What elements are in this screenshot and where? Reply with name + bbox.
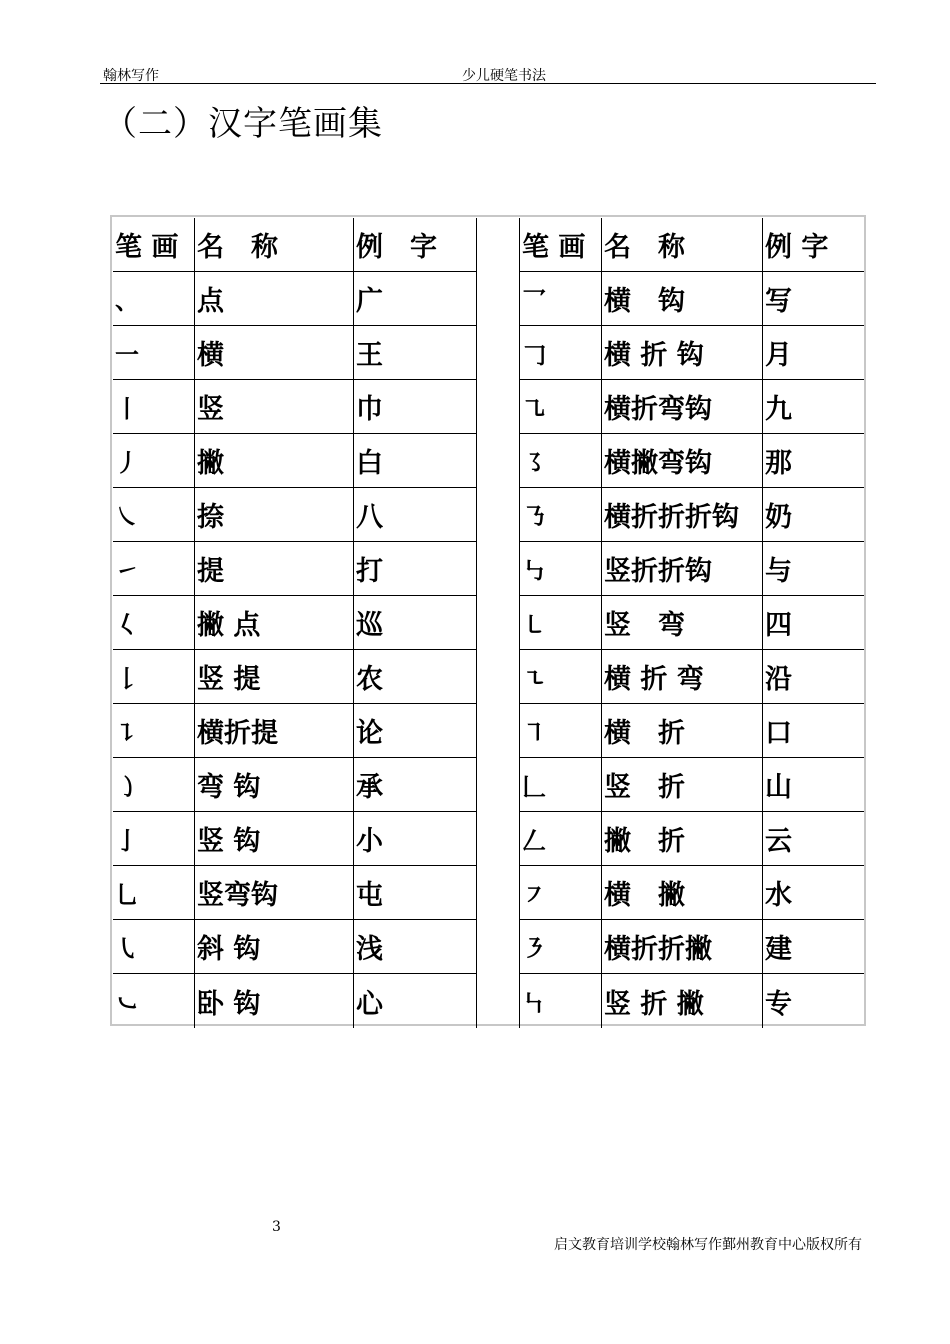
stroke-name: 撇 折 xyxy=(602,812,763,866)
table-gap xyxy=(476,758,520,812)
stroke-glyph: 丨 xyxy=(113,380,195,434)
stroke-name: 横折折撇 xyxy=(602,920,763,974)
header-stroke-right: 笔 画 xyxy=(520,218,602,272)
table-gap xyxy=(476,920,520,974)
example-character: 建 xyxy=(763,920,864,974)
example-character: 水 xyxy=(763,866,864,920)
copyright-text: 启文教育培训学校翰林写作鄞州教育中心版权所有 xyxy=(554,1237,862,1253)
table-gap xyxy=(476,218,520,272)
table-gap xyxy=(476,434,520,488)
stroke-glyph: 𠃋 xyxy=(520,812,602,866)
example-character: 九 xyxy=(763,380,864,434)
example-character: 承 xyxy=(354,758,476,812)
stroke-name: 竖 提 xyxy=(195,650,354,704)
example-character: 奶 xyxy=(763,488,864,542)
stroke-glyph: ㇂ xyxy=(113,920,195,974)
stroke-glyph: 亅 xyxy=(113,812,195,866)
stroke-glyph: ㇍ xyxy=(520,650,602,704)
stroke-glyph: 、 xyxy=(113,272,195,326)
example-character: 专 xyxy=(765,988,792,1020)
header-name-right: 名 称 xyxy=(602,218,763,272)
stroke-name: 竖 弯 xyxy=(602,596,763,650)
header-example-left: 例 字 xyxy=(354,218,476,272)
stroke-name: 横 钩 xyxy=(602,272,763,326)
stroke-name: 提 xyxy=(195,542,354,596)
header-example-right: 例 字 xyxy=(763,218,864,272)
stroke-table xyxy=(110,215,866,1026)
stroke-glyph: ㇏ xyxy=(113,488,195,542)
table-gap xyxy=(476,866,520,920)
table-gap xyxy=(476,812,520,866)
table-gap xyxy=(476,380,520,434)
header-rule xyxy=(100,83,876,84)
stroke-glyph: ㇋ xyxy=(520,920,602,974)
stroke-glyph: ㇌ xyxy=(520,434,602,488)
stroke-name: 横折提 xyxy=(195,704,354,758)
example-character: 那 xyxy=(763,434,864,488)
page-title: （二）汉字笔画集 xyxy=(103,104,383,144)
example-character: 沿 xyxy=(763,650,864,704)
stroke-glyph: ㇃ xyxy=(113,974,195,1028)
stroke-glyph: ㇁ xyxy=(113,758,195,812)
example-character: 浅 xyxy=(354,920,476,974)
stroke-name: 横 撇 xyxy=(602,866,763,920)
example-character: 心 xyxy=(356,988,383,1020)
stroke-name: 斜 钩 xyxy=(195,920,354,974)
stroke-glyph: 乚 xyxy=(113,866,195,920)
example-character: 云 xyxy=(763,812,864,866)
example-character: 与 xyxy=(763,542,864,596)
stroke-name: 竖弯钩 xyxy=(195,866,354,920)
stroke-name: 横折弯钩 xyxy=(602,380,763,434)
stroke-glyph: 𡿨 xyxy=(113,596,195,650)
table-gap xyxy=(476,704,520,758)
example-character: 论 xyxy=(354,704,476,758)
stroke-name: 卧 钩 xyxy=(195,974,354,1028)
stroke-name: 横 xyxy=(195,326,354,380)
table-gap xyxy=(476,596,520,650)
stroke-glyph: ㇇ xyxy=(520,866,602,920)
example-character: 八 xyxy=(354,488,476,542)
stroke-name: 竖 折 撇 xyxy=(602,974,763,1028)
stroke-name: 捺 xyxy=(195,488,354,542)
stroke-glyph: 𠃊 xyxy=(520,758,602,812)
stroke-glyph: 乛 xyxy=(520,272,602,326)
example-character: 山 xyxy=(763,758,864,812)
table-gap xyxy=(476,542,520,596)
stroke-name: 横撇弯钩 xyxy=(602,434,763,488)
stroke-name: 横 折 弯 xyxy=(602,650,763,704)
example-character: 巡 xyxy=(354,596,476,650)
example-character: 写 xyxy=(763,272,864,326)
example-character: 白 xyxy=(354,434,476,488)
example-character: 屯 xyxy=(354,866,476,920)
stroke-glyph: ㇞ xyxy=(520,974,602,1028)
stroke-name: 横 折 xyxy=(602,704,763,758)
stroke-name: 竖折折钩 xyxy=(602,542,763,596)
stroke-glyph: ㇈ xyxy=(520,380,602,434)
page-number: 3 xyxy=(272,1219,281,1235)
stroke-name: 撇 点 xyxy=(195,596,354,650)
stroke-glyph: ㇀ xyxy=(113,542,195,596)
stroke-glyph: ㇉ xyxy=(520,542,602,596)
header-stroke-left: 笔 画 xyxy=(113,218,195,272)
example-character: 广 xyxy=(354,272,476,326)
table-gap xyxy=(476,974,520,1028)
example-character: 巾 xyxy=(354,380,476,434)
header-left-text: 翰林写作 xyxy=(103,68,159,84)
example-character: 口 xyxy=(763,704,864,758)
stroke-name: 竖 钩 xyxy=(195,812,354,866)
stroke-table-grid xyxy=(113,218,864,1028)
example-character: 小 xyxy=(354,812,476,866)
stroke-glyph: ㇄ xyxy=(520,596,602,650)
example-character: 打 xyxy=(354,542,476,596)
stroke-name: 撇 xyxy=(195,434,354,488)
example-character: 月 xyxy=(763,326,864,380)
stroke-name: 竖 折 xyxy=(602,758,763,812)
stroke-glyph: ㇕ xyxy=(520,704,602,758)
header-name-left: 名 称 xyxy=(195,218,354,272)
example-character: 农 xyxy=(354,650,476,704)
stroke-glyph: 一 xyxy=(113,326,195,380)
stroke-glyph: 丿 xyxy=(113,434,195,488)
table-gap xyxy=(476,488,520,542)
example-character: 王 xyxy=(354,326,476,380)
table-gap xyxy=(476,650,520,704)
table-gap xyxy=(476,272,520,326)
stroke-name: 横 折 钩 xyxy=(602,326,763,380)
stroke-glyph: 𠄌 xyxy=(113,650,195,704)
table-gap xyxy=(476,326,520,380)
stroke-glyph: 𠃌 xyxy=(520,326,602,380)
stroke-name: 横折折折钩 xyxy=(602,488,763,542)
stroke-glyph: ㇊ xyxy=(113,704,195,758)
example-character: 四 xyxy=(763,596,864,650)
header-center-text: 少儿硬笔书法 xyxy=(462,68,546,84)
stroke-name: 点 xyxy=(195,272,354,326)
stroke-glyph: ㇡ xyxy=(520,488,602,542)
stroke-name: 弯 钩 xyxy=(195,758,354,812)
stroke-name: 竖 xyxy=(195,380,354,434)
